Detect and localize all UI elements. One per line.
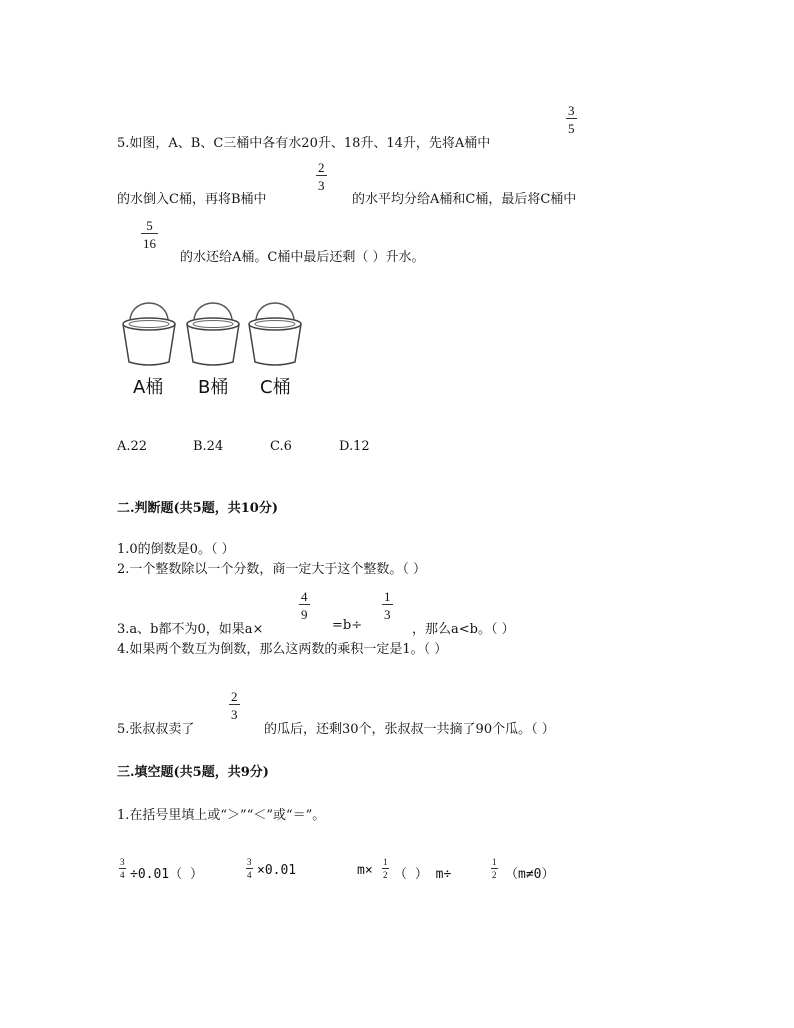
fraction-four-ninths: 4 9	[301, 589, 308, 622]
s2-q5-part2: 的瓜后，还剩30个，张叔叔一共摘了90个瓜。（ ）	[264, 722, 555, 737]
section3-title: 三.填空题(共5题，共9分)	[117, 765, 269, 780]
fraction-three-quarters-2: 3 4	[247, 857, 252, 880]
fraction-one-half-1: 1 2	[383, 857, 388, 880]
expr-text-2: ×0.01	[257, 863, 297, 878]
s3-q1: 1.在括号里填上或“＞”“＜”或“＝”。	[117, 808, 326, 823]
fraction-three-quarters-1: 3 4	[120, 857, 125, 880]
option-d[interactable]: D.12	[339, 439, 370, 454]
expr-text-4: （ ） m÷	[394, 867, 452, 882]
option-a[interactable]: A.22	[117, 439, 148, 454]
expr-text-3: m×	[357, 863, 373, 878]
s2-q1: 1.0的倒数是0。（ ）	[117, 542, 235, 557]
s2-q3-part2: =b÷	[332, 618, 363, 633]
q5-line3: 的水还给A桶。C桶中最后还剩（ ）升水。	[180, 250, 425, 265]
fraction-two-thirds: 2 3	[318, 160, 325, 193]
s2-q2: 2.一个整数除以一个分数，商一定大于这个整数。（ ）	[117, 562, 427, 577]
s2-q3-part1: 3.a、b都不为0，如果a×	[117, 622, 264, 637]
s2-q5-part1: 5.张叔叔卖了	[117, 722, 195, 737]
bucket-a-icon	[120, 288, 178, 368]
bucket-b-label: B桶	[198, 377, 229, 398]
option-b[interactable]: B.24	[193, 439, 224, 454]
bucket-b-icon	[184, 288, 242, 368]
bucket-c-icon	[246, 288, 304, 368]
option-c[interactable]: C.6	[270, 439, 292, 454]
fraction-one-third: 1 3	[384, 589, 391, 622]
bucket-a-label: A桶	[133, 377, 164, 398]
fraction-three-fifths: 3 5	[568, 103, 575, 136]
q5-line2a: 的水倒入C桶，再将B桶中	[117, 192, 267, 207]
s2-q3-part3: ，那么a<b。（ ）	[412, 622, 515, 637]
s2-q4: 4.如果两个数互为倒数，那么这两数的乘积一定是1。（ ）	[117, 642, 448, 657]
fraction-two-thirds-b: 2 3	[231, 689, 238, 722]
bucket-c-label: C桶	[260, 377, 291, 398]
q5-line1: 5.如图，A、B、C三桶中各有水20升、18升、14升，先将A桶中	[117, 136, 491, 151]
fraction-one-half-2: 1 2	[492, 857, 497, 880]
section2-title: 二.判断题(共5题，共10分)	[117, 501, 278, 516]
fraction-five-sixteenths: 5 16	[143, 218, 156, 251]
q5-line2b: 的水平均分给A桶和C桶，最后将C桶中	[352, 192, 577, 207]
expr-text-1: ÷0.01（ ）	[130, 867, 203, 882]
expr-text-5: （m≠0）	[505, 867, 555, 882]
